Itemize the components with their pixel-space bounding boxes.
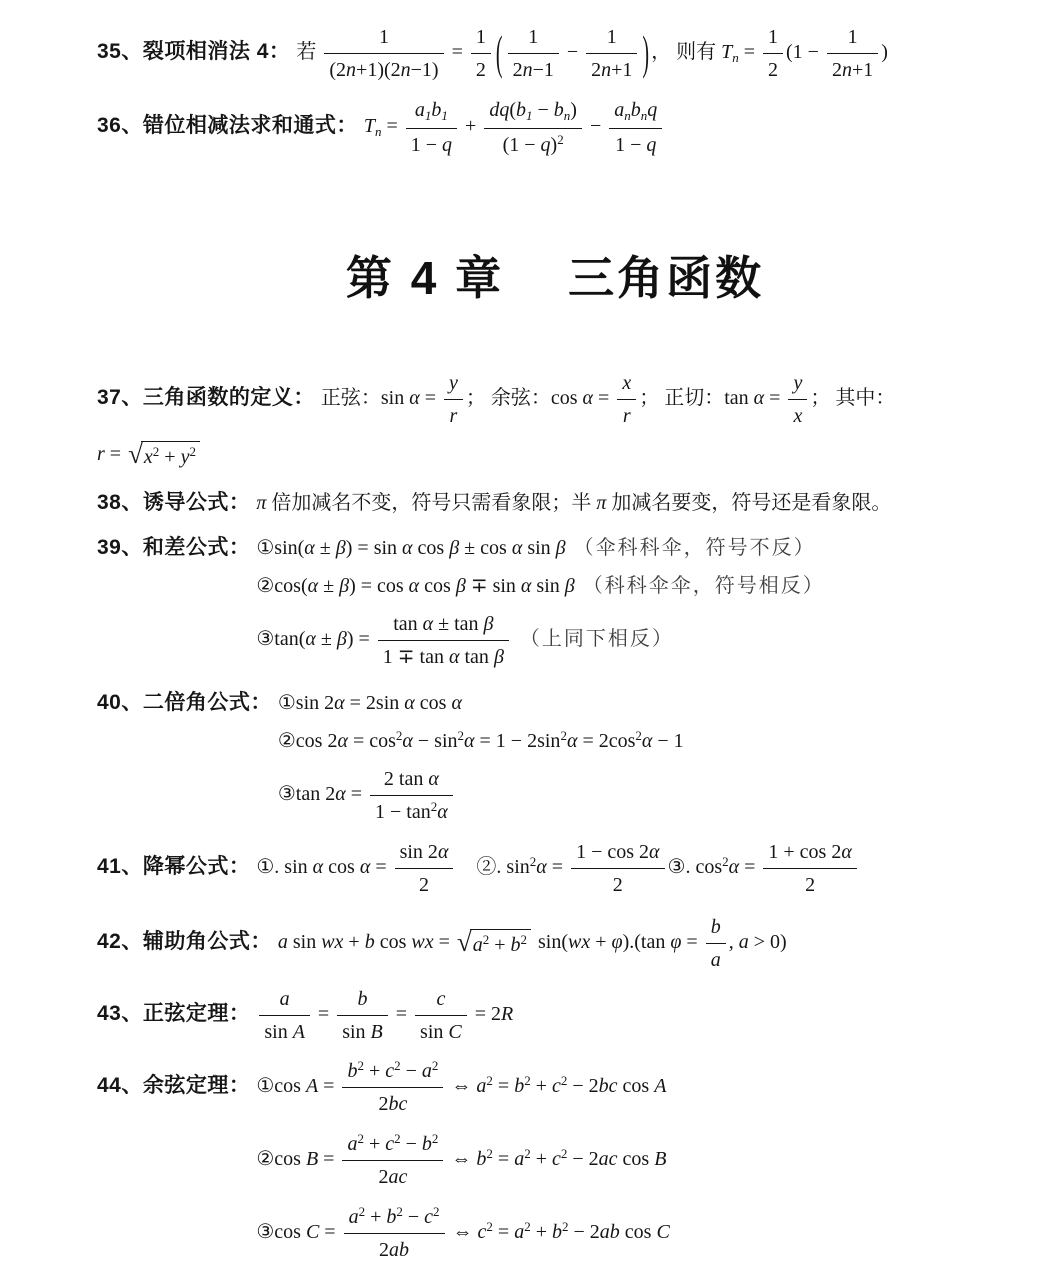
- formula-line: 若 $\frac{1}{(2n+1)(2n-1)}$ = $\frac{1}{2}$ ( $\frac{1}{2n-1}$ − $\frac{1}{2n+1}$ ) ， 则有 $T_n$ = $\frac{1}{2}$ (1 − $\frac{1}{2n+1}$ ): [296, 26, 888, 81]
- formula-item-39: [97, 531, 1013, 670]
- formula-item-r-definition: [97, 438, 1013, 470]
- chapter-name: 三角函数: [568, 251, 765, 304]
- item-label: 43、正弦定理：: [97, 1001, 251, 1025]
- item-content: [256, 535, 824, 670]
- formula-line: ①sin 2α = 2sin α cos α: [277, 691, 462, 714]
- formula-item-44: [97, 1058, 1013, 1263]
- formula-line: $\frac{a}{\text{sin A}}$ = $\frac{b}{\text{sin B}}$ = $\frac{c}{\text{sin C}}$ = 2R: [256, 986, 513, 1045]
- item-label: 35、裂项相消法 4：: [97, 40, 291, 64]
- item-content: [256, 839, 859, 898]
- item-content: [364, 97, 665, 158]
- formula-line: r = √ $x^2 + y^2$: [97, 441, 202, 470]
- item-label: 41、降幂公式：: [97, 854, 251, 878]
- formula-line: 正弦：sin α = $\frac{y}{r}$ ； 余弦：cos α = $\frac{x}{r}$ ； 正切：tan α = $\frac{y}{x}$ ； 其中：: [320, 371, 896, 427]
- formula-line: π 倍加减名不变，符号只需看象限；半 π 加减名要变，符号还是看象限。: [256, 491, 892, 514]
- formula-line: $T_n$ = $\frac{a_1b_1}{1 - q}$ + $\frac{dq(b_1 - b_n)}{(1 - q)^2}$ − $\frac{a_nb_nq}{1 - q}$: [364, 97, 665, 158]
- chapter-number: 第 4 章: [345, 251, 505, 304]
- formula-line: ③cos C = $\frac{a^2 + b^2 - c^2}{2ab}$ ⇔ $c^2 = a^2 + b^2 - 2ab$ cos C: [256, 1203, 670, 1261]
- formula-item-38: [97, 486, 1013, 516]
- item-content: [256, 986, 513, 1045]
- item-label: 38、诱导公式：: [97, 490, 251, 514]
- item-content: [321, 370, 895, 429]
- formula-item-36: [97, 97, 1013, 158]
- item-content: [97, 438, 202, 470]
- formula-line: ②cos B = $\frac{a^2 + c^2 - b^2}{2ac}$ ⇔ $b^2 = a^2 + c^2 - 2ac$ cos B: [256, 1130, 667, 1188]
- formula-line: ③tan 2α = $\frac{\text{2 tan α}}{1 - \tan^2\alpha}$: [278, 766, 684, 825]
- item-label: 37、三角函数的定义：: [97, 385, 315, 409]
- item-label: 40、二倍角公式：: [97, 690, 272, 714]
- formula-item-41: [97, 839, 1013, 898]
- formula-line: ②cos(α ± β) = cos α cos β ∓ sin α sin β （科科伞伞，符号相反）: [256, 574, 825, 597]
- formula-item-37: [97, 370, 1013, 429]
- formula-item-35: [97, 24, 1013, 83]
- formula-line: ①cos A = $\frac{b^2 + c^2 - a^2}{2bc}$ ⇔ $a^2 = b^2 + c^2 - 2bc$ cos A: [256, 1057, 667, 1115]
- item-content: [296, 24, 888, 83]
- item-content: [256, 1058, 669, 1263]
- item-content: [278, 690, 684, 825]
- formula-line: a sin wx + b cos wx = √ $a^2 + b^2$ sin(wx + φ).(tan φ = $\frac{b}{a}$ , a > 0): [277, 915, 787, 971]
- item-label: 36、错位相减法求和通式：: [97, 114, 358, 138]
- item-label: 42、辅助角公式：: [97, 929, 272, 953]
- formula-item-40: [97, 686, 1013, 825]
- item-label: 44、余弦定理：: [97, 1073, 251, 1097]
- formula-item-42: [97, 914, 1013, 973]
- formula-line: ①sin(α ± β) = sin α cos β ± cos α sin β （伞科科伞，符号不反）: [256, 536, 816, 559]
- formula-line: ②cos $2\alpha = \cos^2\alpha - \sin^2\alpha = 1 - 2\sin^2\alpha = 2\cos^2\alpha - 1$: [277, 727, 684, 752]
- formula-line: ①. sin α cos α = $\frac{\sin 2\alpha}{2}$ ②. $\sin^2\alpha$ = $\frac{1 - \cos 2\alpha}{2}$ ③. $\cos^2\alpha$ = $\frac{1 + \cos 2\alpha}{2}$: [256, 839, 859, 898]
- item-content: [256, 490, 891, 516]
- item-label: 39、和差公式：: [97, 535, 251, 559]
- item-content: [278, 914, 787, 973]
- formula-item-43: [97, 986, 1013, 1045]
- chapter-title: [97, 242, 1013, 308]
- formula-line: ③tan(α ± β) = $\frac{\text{tan α ± tan β}}{\text{1 ∓ tan α tan β}}$ （上同下相反）: [256, 612, 674, 668]
